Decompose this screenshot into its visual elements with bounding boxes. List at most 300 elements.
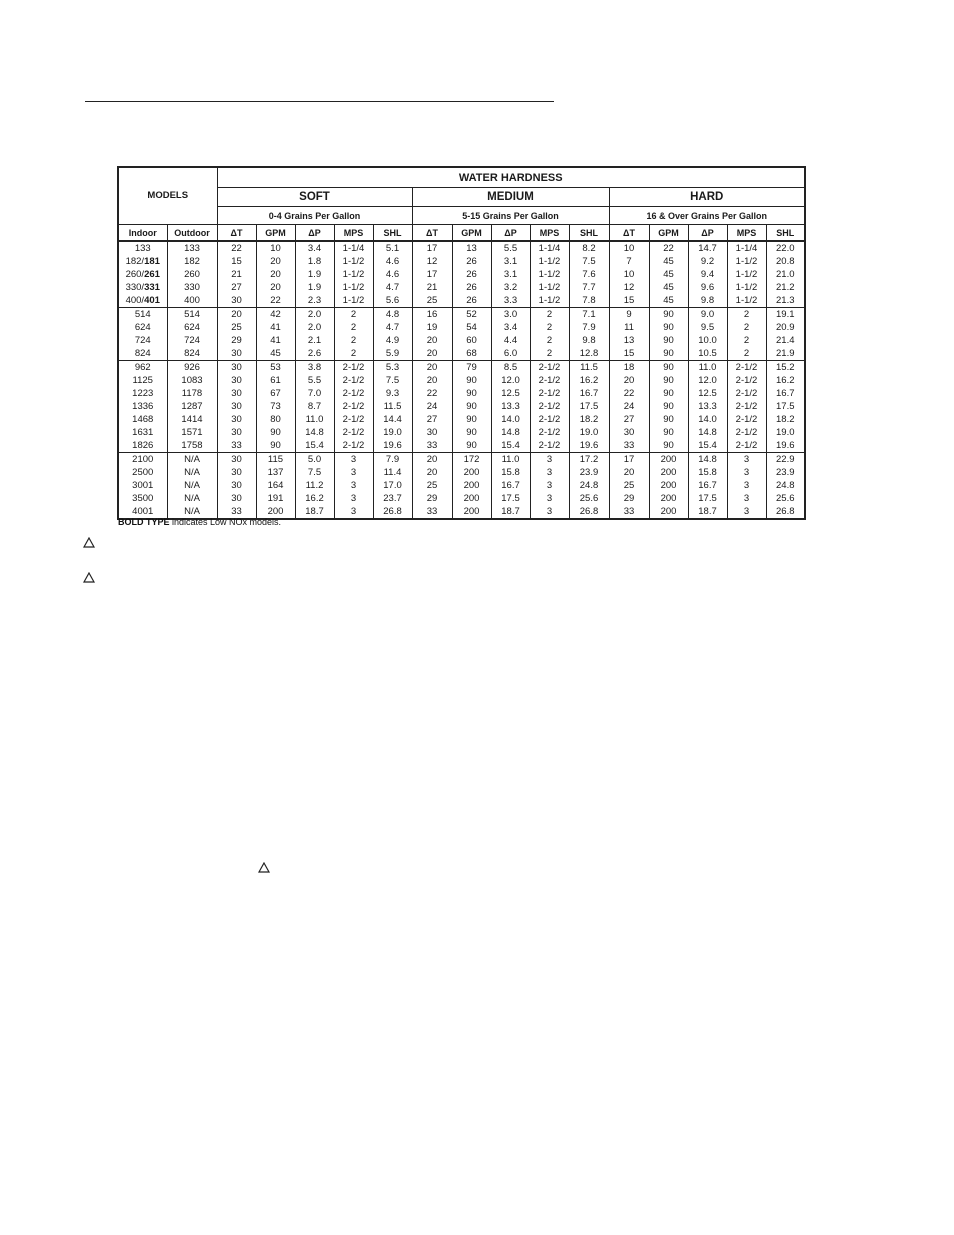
table-row <box>118 387 805 400</box>
cell-hard-mps: 2-1/2 <box>727 426 766 439</box>
col-medium-shl: SHL <box>569 225 609 242</box>
cell-soft-gpm: 115 <box>256 453 295 467</box>
cell-soft-delta-t: 30 <box>217 479 256 492</box>
cell-indoor <box>118 439 167 453</box>
cell-hard-gpm: 90 <box>649 374 688 387</box>
cell-soft-shl: 5.1 <box>373 241 412 255</box>
cell-soft-delta-t: 20 <box>217 308 256 322</box>
cell-soft-delta-t: 22 <box>217 241 256 255</box>
cell-medium-shl: 16.2 <box>569 374 609 387</box>
cell-hard-delta-p: 18.7 <box>688 505 727 519</box>
cell-soft-delta-t: 30 <box>217 347 256 361</box>
cell-hard-gpm: 45 <box>649 294 688 308</box>
cell-hard-mps: 2 <box>727 308 766 322</box>
cell-hard-shl: 25.6 <box>766 492 805 505</box>
cell-soft-delta-p: 1.8 <box>295 255 334 268</box>
cell-medium-delta-t: 17 <box>412 268 452 281</box>
cell-medium-shl: 9.8 <box>569 334 609 347</box>
cell-medium-mps: 1-1/2 <box>530 281 569 294</box>
cell-soft-gpm: 191 <box>256 492 295 505</box>
cell-soft-delta-t: 30 <box>217 426 256 439</box>
cell-soft-shl: 4.6 <box>373 268 412 281</box>
cell-hard-mps: 2-1/2 <box>727 439 766 453</box>
cell-soft-mps: 2 <box>334 334 373 347</box>
cell-hard-gpm: 90 <box>649 439 688 453</box>
cell-hard-gpm: 90 <box>649 387 688 400</box>
cell-hard-shl: 21.0 <box>766 268 805 281</box>
table-row <box>118 281 805 294</box>
cell-soft-delta-t: 33 <box>217 439 256 453</box>
cell-hard-gpm: 90 <box>649 347 688 361</box>
cell-indoor-text: 962 <box>134 361 151 373</box>
cell-indoor <box>118 492 167 505</box>
cell-indoor <box>118 387 167 400</box>
cell-soft-shl: 17.0 <box>373 479 412 492</box>
cell-soft-delta-t: 30 <box>217 453 256 467</box>
table-row <box>118 400 805 413</box>
cell-hard-delta-p: 14.8 <box>688 453 727 467</box>
cell-medium-gpm: 90 <box>452 387 491 400</box>
cell-indoor-text: 1336 <box>132 400 154 412</box>
cell-hard-mps: 1-1/2 <box>727 281 766 294</box>
cell-hard-delta-p: 16.7 <box>688 479 727 492</box>
cell-medium-delta-p: 3.1 <box>491 255 530 268</box>
table-row <box>118 321 805 334</box>
group-hard-header: HARD <box>609 188 805 207</box>
cell-soft-shl: 4.7 <box>373 321 412 334</box>
cell-soft-delta-p: 2.6 <box>295 347 334 361</box>
cell-soft-mps: 2 <box>334 308 373 322</box>
cell-hard-gpm: 200 <box>649 505 688 519</box>
cell-indoor-text: 2100 <box>132 453 154 465</box>
cell-outdoor: N/A <box>167 466 217 479</box>
cell-hard-delta-t: 29 <box>609 492 649 505</box>
cell-hard-delta-p: 12.5 <box>688 387 727 400</box>
cell-hard-mps: 2 <box>727 321 766 334</box>
cell-medium-mps: 2-1/2 <box>530 374 569 387</box>
cell-medium-shl: 18.2 <box>569 413 609 426</box>
cell-medium-delta-p: 14.8 <box>491 426 530 439</box>
cell-hard-delta-p: 17.5 <box>688 492 727 505</box>
cell-medium-delta-t: 30 <box>412 426 452 439</box>
cell-hard-mps: 3 <box>727 453 766 467</box>
cell-indoor <box>118 308 167 322</box>
cell-medium-gpm: 200 <box>452 505 491 519</box>
cell-hard-delta-p: 11.0 <box>688 361 727 375</box>
cell-medium-delta-p: 13.3 <box>491 400 530 413</box>
cell-outdoor: 400 <box>167 294 217 308</box>
cell-hard-delta-t: 15 <box>609 294 649 308</box>
cell-hard-shl: 24.8 <box>766 479 805 492</box>
cell-soft-gpm: 61 <box>256 374 295 387</box>
footnote-text: indicates Low NOx models. <box>169 517 282 527</box>
cell-indoor-text: 624 <box>134 321 151 333</box>
cell-medium-shl: 16.7 <box>569 387 609 400</box>
cell-soft-mps: 3 <box>334 453 373 467</box>
cell-hard-delta-t: 27 <box>609 413 649 426</box>
cell-hard-delta-p: 9.2 <box>688 255 727 268</box>
cell-outdoor: 182 <box>167 255 217 268</box>
cell-medium-gpm: 200 <box>452 466 491 479</box>
cell-medium-delta-t: 20 <box>412 374 452 387</box>
group-hard-subheader: 16 & Over Grains Per Gallon <box>609 207 805 225</box>
cell-soft-delta-p: 18.7 <box>295 505 334 519</box>
cell-medium-delta-p: 12.5 <box>491 387 530 400</box>
cell-medium-shl: 17.5 <box>569 400 609 413</box>
cell-soft-shl: 4.9 <box>373 334 412 347</box>
cell-medium-delta-p: 6.0 <box>491 347 530 361</box>
cell-medium-shl: 7.1 <box>569 308 609 322</box>
cell-soft-shl: 14.4 <box>373 413 412 426</box>
cell-medium-shl: 19.6 <box>569 439 609 453</box>
cell-indoor <box>118 453 167 467</box>
cell-hard-delta-p: 9.0 <box>688 308 727 322</box>
cell-medium-gpm: 54 <box>452 321 491 334</box>
table-row <box>118 347 805 361</box>
cell-indoor-text: 1468 <box>132 413 154 425</box>
cell-soft-mps: 2-1/2 <box>334 387 373 400</box>
footnote <box>118 517 281 527</box>
cell-hard-delta-t: 24 <box>609 400 649 413</box>
cell-medium-shl: 7.6 <box>569 268 609 281</box>
cell-soft-shl: 7.9 <box>373 453 412 467</box>
table-row <box>118 294 805 308</box>
cell-indoor-text: 1826 <box>132 439 154 451</box>
cell-medium-delta-t: 25 <box>412 294 452 308</box>
triangle-delta-icon <box>258 862 270 873</box>
cell-hard-mps: 1-1/2 <box>727 255 766 268</box>
group-soft-subheader: 0-4 Grains Per Gallon <box>217 207 412 225</box>
cell-hard-delta-p: 9.5 <box>688 321 727 334</box>
cell-hard-mps: 3 <box>727 505 766 519</box>
cell-medium-mps: 2-1/2 <box>530 426 569 439</box>
cell-medium-mps: 1-1/4 <box>530 241 569 255</box>
cell-outdoor: N/A <box>167 479 217 492</box>
cell-medium-gpm: 200 <box>452 479 491 492</box>
cell-medium-shl: 17.2 <box>569 453 609 467</box>
cell-indoor-text: 133 <box>134 242 151 254</box>
cell-medium-shl: 7.8 <box>569 294 609 308</box>
cell-medium-delta-t: 21 <box>412 281 452 294</box>
cell-medium-shl: 19.0 <box>569 426 609 439</box>
triangle-delta-icon <box>83 572 95 583</box>
table-row <box>118 361 805 375</box>
col-soft-delta-p: ΔP <box>295 225 334 242</box>
cell-soft-delta-t: 27 <box>217 281 256 294</box>
cell-soft-mps: 3 <box>334 505 373 519</box>
cell-medium-mps: 3 <box>530 505 569 519</box>
cell-medium-shl: 25.6 <box>569 492 609 505</box>
cell-hard-mps: 2-1/2 <box>727 413 766 426</box>
col-medium-delta-p: ΔP <box>491 225 530 242</box>
cell-medium-mps: 3 <box>530 479 569 492</box>
table-row <box>118 374 805 387</box>
cell-indoor-lownox: 401 <box>144 294 160 306</box>
cell-medium-mps: 1-1/2 <box>530 294 569 308</box>
cell-soft-delta-p: 3.8 <box>295 361 334 375</box>
cell-soft-shl: 23.7 <box>373 492 412 505</box>
cell-indoor-text: 330/ <box>125 281 145 293</box>
cell-soft-mps: 2-1/2 <box>334 413 373 426</box>
cell-medium-gpm: 26 <box>452 255 491 268</box>
cell-hard-shl: 19.6 <box>766 439 805 453</box>
cell-medium-mps: 2 <box>530 321 569 334</box>
cell-medium-shl: 11.5 <box>569 361 609 375</box>
cell-hard-shl: 21.9 <box>766 347 805 361</box>
cell-soft-shl: 4.8 <box>373 308 412 322</box>
cell-soft-mps: 2-1/2 <box>334 439 373 453</box>
cell-medium-delta-p: 5.5 <box>491 241 530 255</box>
cell-hard-shl: 19.0 <box>766 426 805 439</box>
cell-medium-gpm: 90 <box>452 400 491 413</box>
cell-medium-delta-p: 3.1 <box>491 268 530 281</box>
cell-hard-delta-p: 15.8 <box>688 466 727 479</box>
cell-hard-shl: 17.5 <box>766 400 805 413</box>
cell-hard-gpm: 90 <box>649 413 688 426</box>
cell-hard-delta-t: 20 <box>609 374 649 387</box>
cell-hard-mps: 3 <box>727 479 766 492</box>
cell-hard-gpm: 45 <box>649 281 688 294</box>
cell-medium-delta-p: 14.0 <box>491 413 530 426</box>
cell-hard-mps: 1-1/2 <box>727 294 766 308</box>
cell-medium-delta-p: 16.7 <box>491 479 530 492</box>
cell-outdoor: 724 <box>167 334 217 347</box>
cell-medium-delta-p: 15.4 <box>491 439 530 453</box>
col-soft-delta-t: ΔT <box>217 225 256 242</box>
cell-soft-gpm: 42 <box>256 308 295 322</box>
cell-soft-delta-t: 30 <box>217 413 256 426</box>
cell-hard-delta-t: 20 <box>609 466 649 479</box>
cell-outdoor: 260 <box>167 268 217 281</box>
cell-hard-gpm: 200 <box>649 479 688 492</box>
table-row <box>118 268 805 281</box>
cell-hard-delta-t: 12 <box>609 281 649 294</box>
cell-medium-delta-t: 33 <box>412 505 452 519</box>
cell-hard-delta-p: 10.0 <box>688 334 727 347</box>
cell-soft-delta-p: 1.9 <box>295 281 334 294</box>
col-hard-gpm: GPM <box>649 225 688 242</box>
cell-indoor <box>118 400 167 413</box>
cell-outdoor: 1414 <box>167 413 217 426</box>
cell-medium-gpm: 90 <box>452 374 491 387</box>
cell-soft-delta-p: 7.5 <box>295 466 334 479</box>
table-row <box>118 492 805 505</box>
group-medium-header: MEDIUM <box>412 188 609 207</box>
cell-hard-gpm: 22 <box>649 241 688 255</box>
cell-hard-gpm: 45 <box>649 255 688 268</box>
cell-hard-delta-t: 7 <box>609 255 649 268</box>
cell-soft-delta-p: 7.0 <box>295 387 334 400</box>
cell-indoor-text: 824 <box>134 347 151 359</box>
cell-soft-mps: 1-1/4 <box>334 241 373 255</box>
cell-medium-gpm: 52 <box>452 308 491 322</box>
cell-hard-gpm: 200 <box>649 453 688 467</box>
table-row <box>118 479 805 492</box>
cell-indoor <box>118 466 167 479</box>
cell-soft-delta-p: 5.5 <box>295 374 334 387</box>
cell-medium-delta-t: 20 <box>412 347 452 361</box>
cell-medium-mps: 2 <box>530 308 569 322</box>
cell-medium-gpm: 90 <box>452 413 491 426</box>
cell-soft-gpm: 22 <box>256 294 295 308</box>
cell-hard-shl: 21.4 <box>766 334 805 347</box>
cell-soft-delta-t: 30 <box>217 361 256 375</box>
cell-hard-delta-p: 14.7 <box>688 241 727 255</box>
cell-medium-delta-t: 24 <box>412 400 452 413</box>
table-row <box>118 439 805 453</box>
cell-medium-delta-t: 20 <box>412 453 452 467</box>
cell-medium-delta-p: 3.2 <box>491 281 530 294</box>
cell-soft-gpm: 45 <box>256 347 295 361</box>
cell-medium-shl: 24.8 <box>569 479 609 492</box>
group-soft-header: SOFT <box>217 188 412 207</box>
cell-hard-delta-t: 33 <box>609 505 649 519</box>
cell-soft-mps: 1-1/2 <box>334 294 373 308</box>
cell-hard-delta-t: 33 <box>609 439 649 453</box>
cell-soft-delta-p: 2.0 <box>295 308 334 322</box>
cell-indoor-text: 514 <box>134 308 151 320</box>
cell-medium-shl: 23.9 <box>569 466 609 479</box>
cell-soft-delta-p: 8.7 <box>295 400 334 413</box>
cell-hard-mps: 2 <box>727 334 766 347</box>
cell-hard-gpm: 90 <box>649 321 688 334</box>
cell-outdoor: 1571 <box>167 426 217 439</box>
cell-soft-gpm: 73 <box>256 400 295 413</box>
cell-hard-shl: 21.2 <box>766 281 805 294</box>
cell-medium-gpm: 13 <box>452 241 491 255</box>
cell-soft-delta-p: 1.9 <box>295 268 334 281</box>
cell-hard-delta-t: 22 <box>609 387 649 400</box>
cell-indoor-text: 724 <box>134 334 151 346</box>
cell-soft-delta-t: 15 <box>217 255 256 268</box>
cell-outdoor: 824 <box>167 347 217 361</box>
cell-hard-shl: 20.9 <box>766 321 805 334</box>
cell-soft-delta-p: 5.0 <box>295 453 334 467</box>
cell-hard-gpm: 90 <box>649 334 688 347</box>
cell-indoor <box>118 268 167 281</box>
cell-soft-shl: 5.6 <box>373 294 412 308</box>
cell-medium-delta-t: 25 <box>412 479 452 492</box>
cell-soft-delta-p: 14.8 <box>295 426 334 439</box>
cell-indoor-text: 1631 <box>132 426 154 438</box>
cell-soft-shl: 7.5 <box>373 374 412 387</box>
cell-hard-delta-p: 15.4 <box>688 439 727 453</box>
cell-hard-delta-p: 9.8 <box>688 294 727 308</box>
cell-indoor-lownox: 181 <box>144 255 160 267</box>
cell-indoor-text: 182/ <box>125 255 145 267</box>
cell-hard-delta-t: 30 <box>609 426 649 439</box>
cell-soft-shl: 11.4 <box>373 466 412 479</box>
cell-soft-delta-p: 15.4 <box>295 439 334 453</box>
cell-medium-gpm: 68 <box>452 347 491 361</box>
table-row <box>118 466 805 479</box>
cell-soft-mps: 2-1/2 <box>334 426 373 439</box>
cell-soft-delta-p: 2.0 <box>295 321 334 334</box>
cell-hard-shl: 22.9 <box>766 453 805 467</box>
cell-hard-mps: 1-1/2 <box>727 268 766 281</box>
col-outdoor: Outdoor <box>167 225 217 242</box>
cell-indoor <box>118 479 167 492</box>
cell-medium-gpm: 200 <box>452 492 491 505</box>
cell-medium-delta-p: 3.3 <box>491 294 530 308</box>
group-medium-subheader: 5-15 Grains Per Gallon <box>412 207 609 225</box>
cell-outdoor: 133 <box>167 241 217 255</box>
table-row <box>118 241 805 255</box>
cell-soft-gpm: 53 <box>256 361 295 375</box>
col-soft-mps: MPS <box>334 225 373 242</box>
cell-hard-mps: 1-1/4 <box>727 241 766 255</box>
cell-soft-shl: 26.8 <box>373 505 412 519</box>
cell-medium-delta-p: 11.0 <box>491 453 530 467</box>
col-hard-delta-t: ΔT <box>609 225 649 242</box>
cell-indoor-lownox: 261 <box>144 268 160 280</box>
cell-soft-gpm: 41 <box>256 334 295 347</box>
cell-medium-delta-t: 29 <box>412 492 452 505</box>
col-medium-mps: MPS <box>530 225 569 242</box>
cell-indoor-text: 400/ <box>125 294 145 306</box>
cell-medium-mps: 2-1/2 <box>530 387 569 400</box>
cell-indoor <box>118 294 167 308</box>
cell-soft-delta-t: 33 <box>217 505 256 519</box>
cell-medium-shl: 7.5 <box>569 255 609 268</box>
cell-indoor <box>118 347 167 361</box>
cell-outdoor: 1083 <box>167 374 217 387</box>
cell-soft-gpm: 41 <box>256 321 295 334</box>
cell-soft-mps: 1-1/2 <box>334 281 373 294</box>
cell-hard-shl: 21.3 <box>766 294 805 308</box>
cell-soft-gpm: 20 <box>256 255 295 268</box>
cell-outdoor: 514 <box>167 308 217 322</box>
cell-medium-delta-p: 17.5 <box>491 492 530 505</box>
col-medium-gpm: GPM <box>452 225 491 242</box>
cell-medium-delta-p: 3.4 <box>491 321 530 334</box>
cell-medium-delta-t: 20 <box>412 466 452 479</box>
cell-hard-delta-p: 13.3 <box>688 400 727 413</box>
cell-hard-mps: 2-1/2 <box>727 374 766 387</box>
cell-hard-gpm: 90 <box>649 308 688 322</box>
cell-medium-delta-p: 4.4 <box>491 334 530 347</box>
cell-soft-delta-p: 3.4 <box>295 241 334 255</box>
cell-indoor <box>118 281 167 294</box>
col-soft-shl: SHL <box>373 225 412 242</box>
cell-indoor <box>118 413 167 426</box>
cell-hard-gpm: 90 <box>649 361 688 375</box>
cell-medium-gpm: 79 <box>452 361 491 375</box>
water-hardness-table-wrap <box>117 166 806 520</box>
cell-soft-delta-t: 25 <box>217 321 256 334</box>
table-row <box>118 426 805 439</box>
cell-soft-shl: 19.0 <box>373 426 412 439</box>
cell-outdoor: 624 <box>167 321 217 334</box>
cell-medium-mps: 2-1/2 <box>530 413 569 426</box>
cell-hard-shl: 23.9 <box>766 466 805 479</box>
cell-medium-gpm: 26 <box>452 268 491 281</box>
cell-soft-mps: 2-1/2 <box>334 374 373 387</box>
cell-medium-delta-p: 18.7 <box>491 505 530 519</box>
cell-medium-delta-t: 19 <box>412 321 452 334</box>
cell-soft-delta-t: 30 <box>217 294 256 308</box>
cell-medium-shl: 26.8 <box>569 505 609 519</box>
cell-soft-shl: 11.5 <box>373 400 412 413</box>
cell-hard-shl: 22.0 <box>766 241 805 255</box>
cell-hard-shl: 16.2 <box>766 374 805 387</box>
cell-medium-gpm: 26 <box>452 281 491 294</box>
cell-hard-delta-t: 17 <box>609 453 649 467</box>
cell-hard-shl: 16.7 <box>766 387 805 400</box>
cell-soft-gpm: 90 <box>256 426 295 439</box>
cell-medium-mps: 3 <box>530 453 569 467</box>
cell-medium-gpm: 90 <box>452 439 491 453</box>
